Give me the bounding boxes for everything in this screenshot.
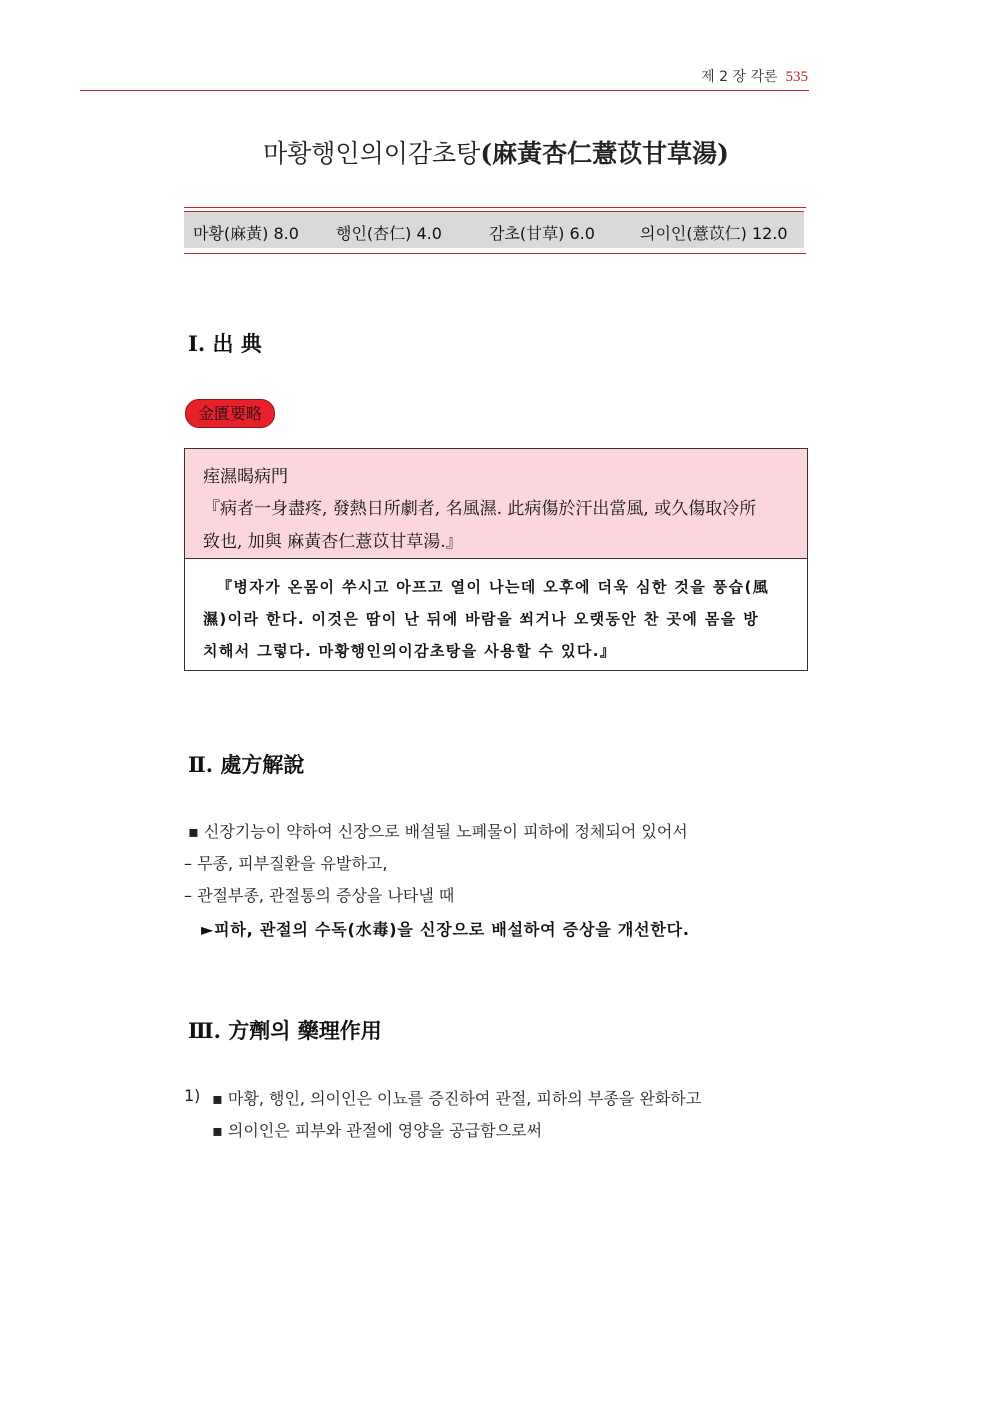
source-badge: 金匱要略: [185, 399, 275, 428]
running-header: [701, 66, 808, 86]
page-title: [0, 134, 992, 170]
herb-item: 감초(甘草) 6.0: [489, 224, 595, 243]
explanation-line: ▪ 신장기능이 약하여 신장으로 배설될 노폐물이 피하에 정체되어 있어서: [188, 822, 688, 841]
herb-item: 마황(麻黃) 8.0: [193, 224, 299, 243]
header-rule: [80, 90, 809, 91]
quote-chapter: 痓濕暍病門: [203, 467, 288, 487]
translation-line: 『병자가 온몸이 쑤시고 아프고 열이 나는데 오후에 더욱 심한 것을 풍습(風: [217, 578, 770, 596]
quote-line: 致也, 加與 麻黃杏仁薏苡甘草湯.』: [203, 532, 463, 552]
herb-rule-top: [184, 207, 806, 208]
quote-line: 『病者一身盡疼, 發熱日所劇者, 名風濕. 此病傷於汗出當風, 或久傷取冷所: [203, 499, 757, 519]
page-number: 535: [785, 69, 808, 85]
title-hanja: (麻黃杏仁薏苡甘草湯): [480, 139, 730, 168]
herb-item: 행인(杏仁) 4.0: [336, 224, 442, 243]
translation-line: 濕)이라 한다. 이것은 땀이 난 뒤에 바람을 쐬거나 오랫동안 찬 곳에 몸을 방: [203, 610, 760, 628]
list-number: 1): [184, 1086, 201, 1105]
explanation-line: – 무종, 피부질환을 유발하고,: [184, 854, 388, 873]
pharmacology-line: ▪ 마황, 행인, 의이인은 이뇨를 증진하여 관절, 피하의 부종을 완화하고: [212, 1089, 702, 1108]
section-heading-explanation: Ⅱ. 處方解說: [188, 752, 305, 777]
title-hangul: 마황행인의이감초탕: [262, 139, 481, 168]
section-heading-source: Ⅰ. 出 典: [188, 331, 262, 356]
herb-item: 의이인(薏苡仁) 12.0: [640, 224, 788, 243]
pharmacology-line: ▪ 의이인은 피부와 관절에 영양을 공급함으로써: [212, 1121, 542, 1140]
section-heading-pharmacology: Ⅲ. 方劑의 藥理作用: [188, 1018, 382, 1043]
herb-rule-bottom: [184, 253, 806, 254]
explanation-line: – 관절부종, 관절통의 증상을 나타낼 때: [184, 886, 455, 905]
explanation-conclusion: ►피하, 관절의 수독(水毒)을 신장으로 배설하여 증상을 개선한다.: [201, 920, 690, 939]
chapter-label: 제 2 장 각론: [701, 69, 778, 85]
translation-line: 치해서 그렇다. 마황행인의이감초탕을 사용할 수 있다.』: [203, 642, 617, 660]
